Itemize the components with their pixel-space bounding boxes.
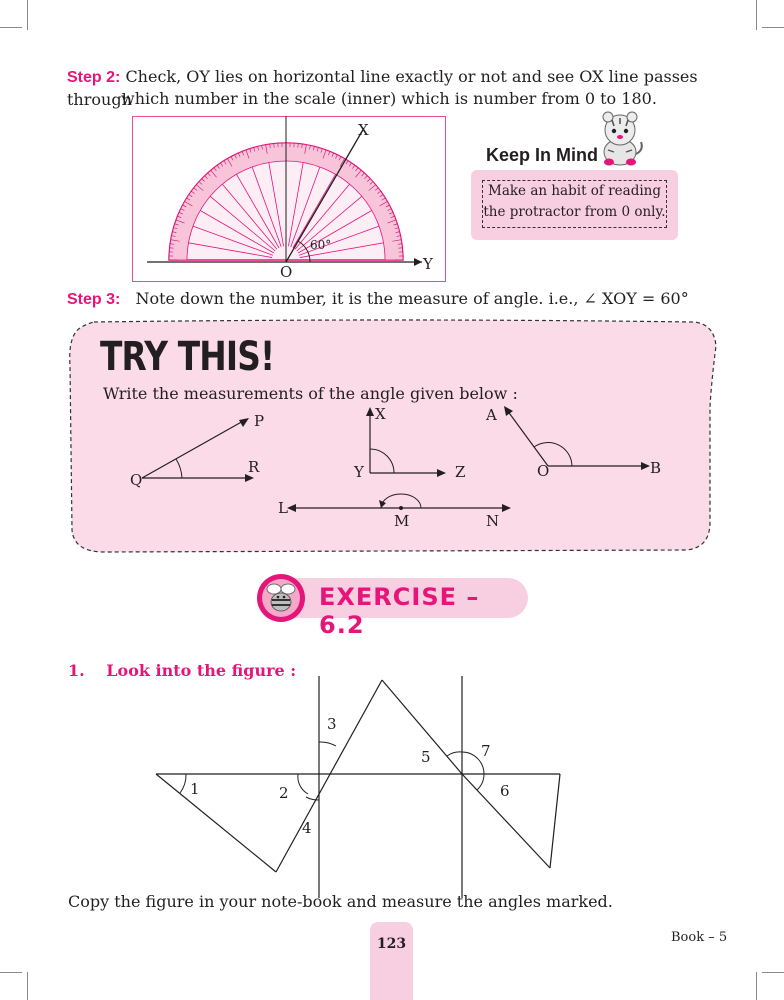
fig-angle-6: 6 (500, 782, 510, 800)
page-number: 123 (376, 936, 407, 952)
angle-aob (498, 400, 668, 470)
step3-label: Step 3: (67, 291, 121, 308)
trim-mark (0, 972, 22, 973)
fig-angle-3: 3 (327, 715, 337, 733)
fig-angle-1: 1 (190, 780, 200, 798)
step2-label: Step 2: (67, 69, 121, 86)
fig-angle-5: 5 (421, 748, 431, 766)
angle-arc-1 (180, 774, 186, 793)
label-m: M (394, 512, 410, 530)
keep-in-mind-line1: Make an habit of reading (488, 183, 661, 199)
angle-arc-6 (477, 774, 484, 790)
try-this-instruction: Write the measurements of the angle given below : (103, 384, 518, 403)
angle-arc-2 (298, 774, 308, 794)
fig-angle-2: 2 (279, 784, 289, 802)
fig-angle-4: 4 (302, 819, 312, 837)
fig-angle-7: 7 (481, 742, 491, 760)
protractor-angle-label: 60° (310, 238, 332, 252)
keep-in-mind-note (482, 180, 667, 228)
angle-arc-5 (447, 752, 462, 756)
try-this-title: TRY THIS! (100, 334, 275, 380)
label-a: A (486, 406, 497, 424)
label-o: O (537, 462, 550, 480)
trim-mark (762, 972, 784, 973)
label-r: R (248, 458, 260, 476)
protractor-label-y: Y (423, 255, 433, 273)
angle-arc-3 (319, 742, 336, 746)
trim-mark (27, 0, 28, 30)
trim-mark (0, 27, 22, 28)
trim-mark (756, 972, 757, 1000)
keep-in-mind-line2: the protractor from 0 only. (483, 204, 666, 220)
protractor-label-o: O (280, 263, 293, 281)
step2-line1: Check, OY lies on horizontal line exactly or not and see OX line passes through (67, 67, 698, 109)
label-z: Z (455, 463, 466, 481)
trim-mark (762, 27, 784, 28)
step3-text: Note down the number, it is the measure of angle. i.e., ∠ XOY = 60° (135, 289, 689, 308)
step3-paragraph (67, 288, 689, 311)
label-x: X (375, 405, 386, 423)
trim-mark (27, 972, 28, 1000)
exercise-banner (292, 578, 528, 639)
trim-mark (756, 0, 757, 30)
protractor-label-x: X (358, 121, 369, 139)
exercise-title: EXERCISE – 6.2 (319, 583, 480, 639)
question1-footer: Copy the figure in your note-book and measure the angles marked. (68, 892, 613, 911)
book-label: Book – 5 (671, 930, 728, 945)
question1-number: 1. (68, 661, 85, 680)
question1-text: Look into the figure : (106, 661, 297, 680)
label-n: N (486, 512, 500, 530)
label-b: B (650, 459, 662, 477)
label-p: P (254, 412, 265, 430)
label-y: Y (354, 463, 364, 481)
page-number-tab (370, 922, 413, 1000)
tiger-mascot-icon (594, 110, 646, 166)
protractor-drawing (132, 116, 446, 282)
label-l: L (278, 499, 288, 517)
bee-badge-icon (256, 573, 306, 623)
keep-in-mind-panel (471, 170, 678, 240)
arrow-y (414, 258, 422, 266)
keep-in-mind-title: Keep In Mind (486, 145, 598, 165)
step2-line2: which number in the scale (inner) which is number from 0 to 180. (121, 89, 657, 108)
label-q: Q (130, 471, 143, 489)
